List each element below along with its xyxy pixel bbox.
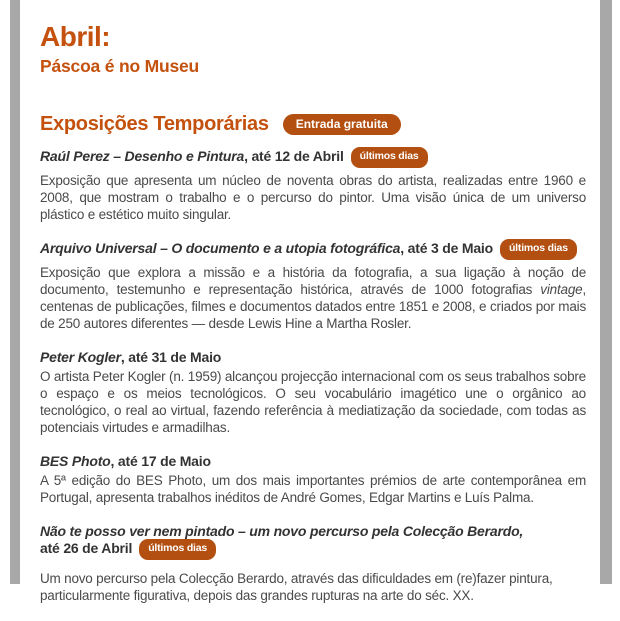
exhibition-name: BES Photo — [40, 453, 111, 470]
exhibition-description — [40, 472, 586, 506]
exhibition-description — [40, 264, 586, 332]
free-entry-badge: Entrada gratuita — [283, 114, 401, 135]
last-days-badge: últimos dias — [500, 239, 577, 260]
description-segment: A 5ª edição do BES Photo, um dos mais importantes prémios de arte contemporânea em Portugal, apresenta trabalhos inéditos de André Gomes, Edgar Martins e Luís Palma. — [40, 473, 586, 506]
last-days-badge: últimos dias — [139, 539, 216, 560]
exhibition-name: Peter Kogler — [40, 349, 121, 366]
exhibition-title — [40, 148, 586, 170]
description-segment: O artista Peter Kogler (n. 1959) alcançou projecção internacional com os seus trabalhos sobre o espaço e os meios tecnológicos. O seu vocabulário imagético une o orgânico ao tecnológico, o real ao virtual, fazendo referência à mediatização da sociedade, com todas as potenciais virtudes e armadilhas. — [40, 369, 586, 436]
exhibition-list — [40, 148, 586, 604]
description-segment: Exposição que apresenta um núcleo de noventa obras do artista, realizadas entre 1960 e 2008, que mostram o trabalho e o percurso do pintor. Uma visão única de um universo plástico e estético muito singular. — [40, 173, 586, 223]
exhibition-date: , até 17 de Maio — [110, 453, 211, 470]
section-header — [40, 113, 586, 136]
description-segment: Exposição que explora a missão e a história da fotografia, a sua ligação à noção de documento, testemunho e representação histórica, através de 1000 fotografias — [40, 265, 586, 298]
section-title: Exposições Temporárias — [40, 113, 269, 136]
exhibition-title — [40, 240, 586, 262]
page-subtitle: Páscoa é no Museu — [40, 56, 200, 77]
last-days-badge: últimos dias — [351, 147, 428, 168]
exhibition-date: até 26 de Abril — [40, 540, 133, 557]
right-edge-bar — [600, 0, 612, 584]
exhibition-title — [40, 523, 586, 562]
description-segment: vintage — [540, 282, 583, 298]
exhibition-entry — [40, 240, 586, 332]
exhibition-description — [40, 570, 586, 604]
exhibition-title — [40, 453, 586, 470]
exhibition-name: Arquivo Universal – O documento e a utopia fotográfica — [40, 240, 401, 257]
description-segment: Um novo percurso pela Colecção Berardo, através das dificuldades em (re)fazer pintura, particularmente figurativa, depois das grandes rupturas na arte do séc. XX. — [40, 571, 553, 604]
exhibition-date: , até 31 de Maio — [120, 349, 222, 366]
description-segment: , centenas de publicações, filmes e documentos datados entre 1851 e 2008, e criados por mais de 250 autores diferentes — desde Lewis Hine a Martha Rosler. — [40, 282, 586, 332]
exhibition-date: , até 12 de Abril — [244, 148, 344, 165]
exhibition-date: , até 3 de Maio — [400, 240, 493, 257]
exhibition-title — [40, 349, 586, 366]
newsletter-content — [40, 22, 586, 621]
exhibition-description — [40, 172, 586, 223]
exhibition-entry — [40, 148, 586, 223]
exhibition-entry — [40, 453, 586, 506]
exhibition-description — [40, 368, 586, 436]
exhibition-entry — [40, 349, 586, 436]
exhibition-name: Raúl Perez – Desenho e Pintura — [40, 148, 245, 165]
exhibition-name: Não te posso ver nem pintado – um novo percurso pela Colecção Berardo, — [40, 523, 524, 540]
left-edge-bar — [10, 0, 20, 584]
page-title: Abril: — [40, 21, 111, 52]
exhibition-entry — [40, 523, 586, 604]
